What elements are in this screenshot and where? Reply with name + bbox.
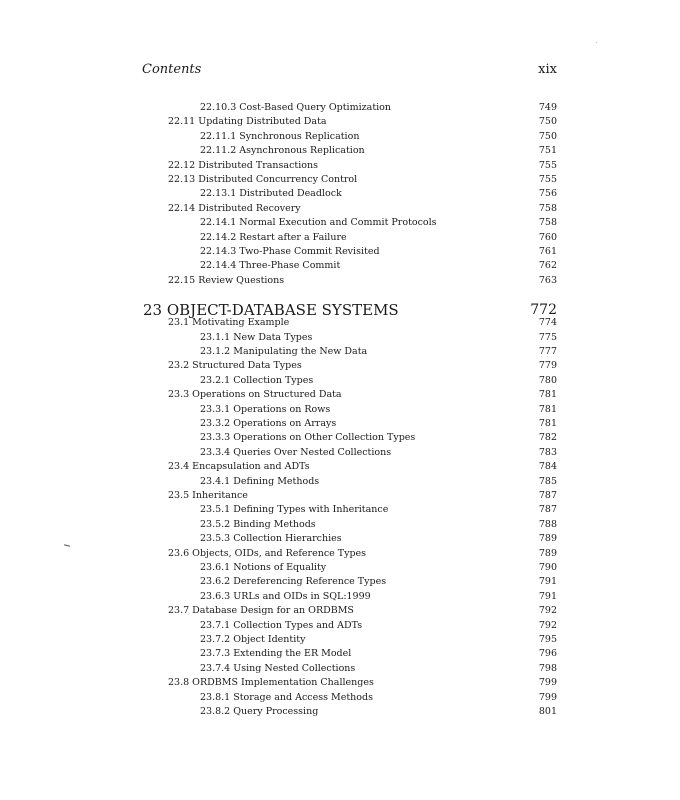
toc-subsection: [0, 446, 680, 460]
toc-entry-title: 23.7.2 Object Identity: [200, 634, 306, 645]
toc-entry-page: 749: [538, 102, 557, 113]
toc-subsection: [0, 691, 680, 705]
toc-section: [0, 202, 680, 216]
toc-entry-title: 23.6 Objects, OIDs, and Reference Types: [168, 547, 367, 559]
toc-entry-page: 781: [538, 389, 557, 401]
toc-entry-title: 22.11 Updating Distributed Data: [168, 116, 327, 128]
toc-section: [0, 274, 680, 288]
toc-subsection: [0, 431, 680, 445]
toc-entry-title: 23.1 Motivating Example: [168, 317, 290, 329]
toc-entry-page: 782: [538, 432, 557, 444]
toc-subsection: [0, 259, 680, 273]
toc-entry-page: 792: [538, 619, 557, 631]
toc-entry-page: 799: [538, 677, 557, 689]
toc-entry-title: 23.3.3 Operations on Other Collection Types: [200, 432, 416, 444]
toc-section: [0, 173, 680, 187]
toc-subsection: [0, 144, 680, 158]
toc-subsection: [0, 417, 680, 431]
page-number: xix: [538, 62, 557, 77]
toc-entry-title: 23.7.3 Extending the ER Model: [200, 648, 352, 660]
toc-entry-page: 755: [538, 159, 557, 171]
toc-subsection: [0, 101, 680, 115]
toc-entry-page: 760: [538, 231, 557, 243]
toc-subsection: [0, 374, 680, 388]
toc-subsection: [0, 590, 680, 604]
toc-entry-title: 22.14.4 Three-Phase Commit: [200, 260, 341, 272]
toc-entry-title: 23.1.1 New Data Types: [200, 331, 313, 343]
toc-subsection: [0, 619, 680, 633]
toc-entry-page: 785: [538, 475, 557, 487]
toc-entry-page: 790: [538, 562, 557, 573]
toc-entry-title: 23.5 Inheritance: [168, 490, 248, 501]
toc-entry-page: 758: [538, 217, 557, 229]
toc-subsection: [0, 345, 680, 359]
toc-entry-title: 23.8 ORDBMS Implementation Challenges: [168, 677, 374, 689]
toc-entry-page: 758: [538, 202, 557, 214]
toc-entry-title: 22.11.1 Synchronous Replication: [200, 130, 360, 142]
toc-subsection: [0, 216, 680, 230]
toc-entry-title: 22.15 Review Questions: [168, 274, 285, 286]
toc-entry-title: 23.3.2 Operations on Arrays: [200, 418, 337, 429]
toc-subsection: [0, 331, 680, 345]
toc-section: [0, 489, 680, 503]
toc-entry-page: 787: [538, 490, 557, 501]
toc-entry-title: 22.14 Distributed Recovery: [168, 202, 301, 214]
toc-entry-page: 756: [538, 188, 557, 200]
toc-section: [0, 316, 680, 330]
toc-section: [0, 676, 680, 690]
toc-entry-page: 781: [538, 418, 557, 429]
toc-entry-page: 774: [538, 317, 557, 329]
toc-entry-title: 22.14.1 Normal Execution and Commit Protocols: [200, 217, 437, 229]
toc-entry-title: 23.5.3 Collection Hierarchies: [200, 533, 342, 545]
toc-entry-page: 799: [538, 691, 557, 703]
toc-subsection: [0, 403, 680, 417]
toc-entry-page: 775: [538, 331, 557, 343]
toc-entry-page: 777: [538, 346, 557, 357]
toc-entry-page: 755: [538, 174, 557, 185]
toc-subsection: [0, 475, 680, 489]
toc-entry-page: 761: [538, 246, 557, 257]
toc-entry-page: 789: [538, 533, 557, 545]
toc-entry-title: 23.6.2 Dereferencing Reference Types: [200, 576, 387, 588]
toc-entry-page: 784: [538, 461, 557, 473]
toc-entry-title: 23 OBJECT-DATABASE SYSTEMS: [143, 301, 399, 320]
toc-entry-title: 23.2.1 Collection Types: [200, 374, 314, 386]
toc-entry-page: 792: [538, 605, 557, 617]
toc-section: [0, 159, 680, 173]
toc-entry-title: 22.12 Distributed Transactions: [168, 159, 318, 171]
toc-entry-title: 22.11.2 Asynchronous Replication: [200, 145, 365, 157]
toc-subsection: [0, 532, 680, 546]
toc-entry-title: 22.13.1 Distributed Deadlock: [200, 188, 342, 200]
toc-subsection: [0, 647, 680, 661]
toc-subsection: [0, 633, 680, 647]
toc-entry-page: 772: [530, 302, 557, 319]
toc-subsection: [0, 245, 680, 259]
toc-entry-title: 23.8.2 Query Processing: [200, 706, 319, 717]
toc-entry-title: 23.6.1 Notions of Equality: [200, 562, 327, 573]
toc-entry-page: 783: [538, 446, 557, 458]
toc-section: [0, 388, 680, 402]
toc-subsection: [0, 575, 680, 589]
running-header-title: Contents: [142, 62, 202, 77]
toc-section: [0, 115, 680, 129]
toc-entry-title: 23.4 Encapsulation and ADTs: [168, 461, 310, 473]
toc-entry-title: 23.3 Operations on Structured Data: [168, 389, 342, 401]
toc-entry-page: 780: [538, 374, 557, 386]
toc-subsection: [0, 231, 680, 245]
toc-entry-title: 22.10.3 Cost-Based Query Optimization: [200, 102, 392, 113]
toc-entry-title: 23.3.4 Queries Over Nested Collections: [200, 446, 392, 458]
toc-section: [0, 460, 680, 474]
toc-entry-page: 779: [538, 360, 557, 372]
toc-subsection: [0, 705, 680, 719]
toc-entry-page: 751: [538, 145, 557, 157]
toc-entry-title: 23.7.1 Collection Types and ADTs: [200, 619, 363, 631]
toc-entry-page: 798: [538, 662, 557, 674]
toc-entry-page: 796: [538, 648, 557, 660]
toc-subsection: [0, 561, 680, 575]
toc-entry-title: 23.5.2 Binding Methods: [200, 518, 316, 530]
toc-entry-title: 23.7 Database Design for an ORDBMS: [168, 605, 354, 617]
toc-subsection: [0, 503, 680, 517]
toc-subsection: [0, 662, 680, 676]
toc-entry-page: 762: [538, 260, 557, 272]
toc-entry-title: 23.7.4 Using Nested Collections: [200, 662, 356, 674]
toc-entry-title: 22.14.3 Two-Phase Commit Revisited: [200, 246, 380, 257]
toc-entry-title: 22.14.2 Restart after a Failure: [200, 231, 347, 243]
toc-section: [0, 547, 680, 561]
toc-entry-page: 763: [538, 274, 557, 286]
toc-entry-page: 750: [538, 116, 557, 128]
toc-entry-title: 23.2 Structured Data Types: [168, 360, 302, 372]
toc-entry-title: 22.13 Distributed Concurrency Control: [168, 174, 358, 185]
toc-entry-title: 23.4.1 Defining Methods: [200, 475, 320, 487]
toc-entry-title: 23.5.1 Defining Types with Inheritance: [200, 504, 389, 516]
toc-entry-page: 801: [538, 706, 557, 717]
toc-entry-page: 795: [538, 634, 557, 645]
toc-entry-page: 787: [538, 504, 557, 516]
toc-entry-page: 789: [538, 547, 557, 559]
toc-subsection: [0, 518, 680, 532]
toc-entry-page: 750: [538, 130, 557, 142]
toc-subsection: [0, 130, 680, 144]
toc-entry-page: 781: [538, 403, 557, 415]
scan-speck: [596, 42, 597, 43]
toc-entry-title: 23.8.1 Storage and Access Methods: [200, 691, 373, 703]
toc-subsection: [0, 187, 680, 201]
toc-section: [0, 604, 680, 618]
toc-entry-page: 791: [538, 576, 557, 588]
toc-entry-page: 791: [538, 590, 557, 602]
toc-entry-page: 788: [538, 518, 557, 530]
toc-entry-title: 23.3.1 Operations on Rows: [200, 403, 331, 415]
toc-entry-title: 23.1.2 Manipulating the New Data: [200, 346, 368, 357]
toc-section: [0, 359, 680, 373]
toc-entry-title: 23.6.3 URLs and OIDs in SQL:1999: [200, 590, 371, 602]
